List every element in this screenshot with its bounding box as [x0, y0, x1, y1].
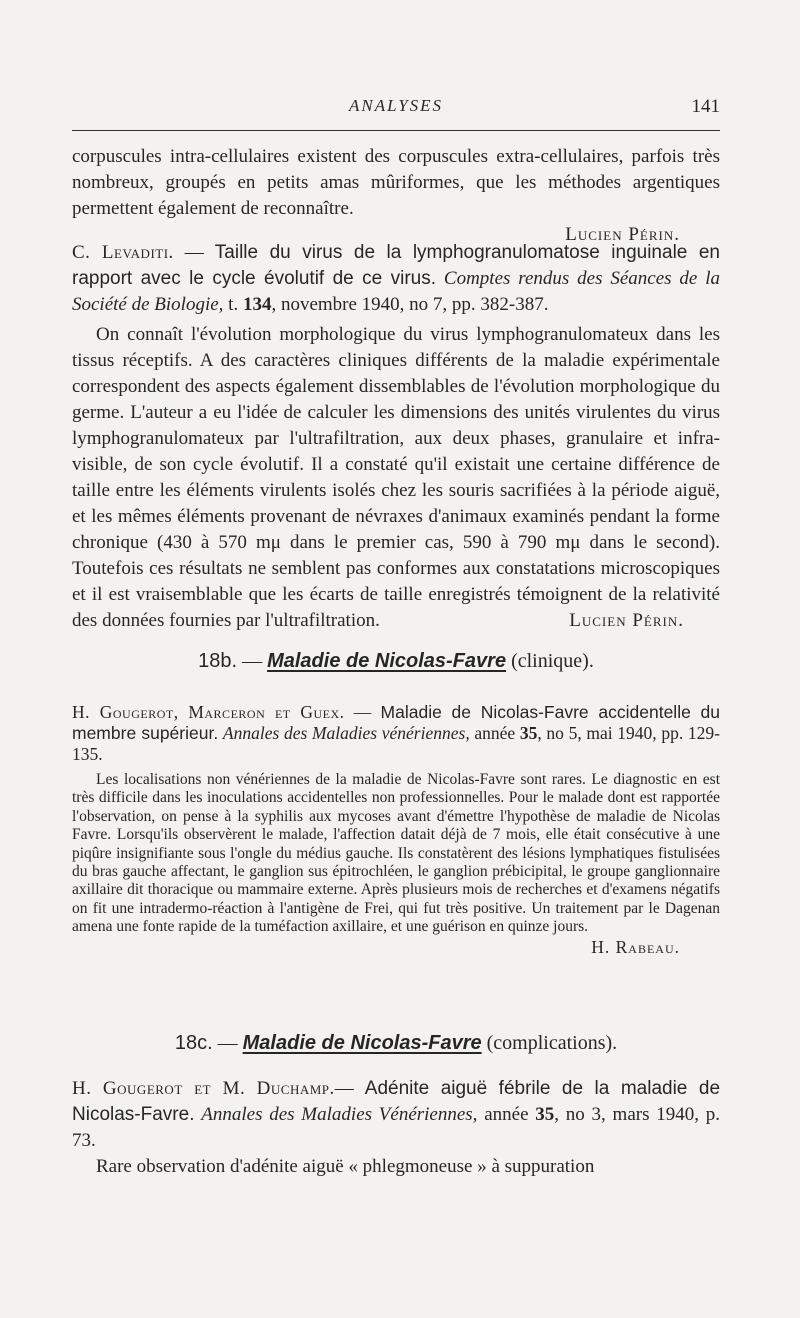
- signature: Lucien Périn.: [569, 610, 684, 631]
- entry-volume: 35: [535, 1104, 555, 1125]
- abstract-entry-gougerot-duchamp: [72, 1076, 720, 1180]
- entry-source: Annales des Maladies Vénériennes,: [201, 1104, 478, 1125]
- entry-title: Taille du virus de la lymphogranulomatose inguinale en rapport avec le cycle évolutif de ce virus.: [72, 242, 721, 289]
- entry-dash: —: [334, 1078, 365, 1099]
- entry-ref-prefix: année: [469, 723, 520, 743]
- abstract-entry-gougerot-marceron: [72, 702, 720, 958]
- entry-abstract-text: On connaît l'évolution morphologique du virus lymphogranulomateux dans les tissus réceptifs. A des caractères cliniques différents de la maladie expérimentale correspondent des aspects également dissemblables de l'évolution morphologique du germe. L'auteur a eu l'idée de calculer les dimensions des unités virulentes du virus lymphogranulomateux par l'ultrafiltration, aux deux phases, granulaire et infra-visible, de son cycle évolutif. Il a constaté qu'il existait une certaine différence de taille entre les éléments virulents isolés chez les souris sacrifiées à la période aiguë, et les mêmes éléments provenant de névraxes d'animaux examinés pendant la forme chronique (430 à 570 mμ dans le premier cas, 590 à 790 mμ dans le second). Toutefois ces résultats ne semblent pas conformes aux constatations microscopiques et il est vraisemblable que les écarts de taille enregistrés témoignent de la relativité des données fournies par l'ultrafiltration.: [72, 324, 720, 631]
- entry-header: [72, 1076, 720, 1154]
- continuation-block: [72, 144, 720, 248]
- page-header: [72, 96, 720, 122]
- signature: Lucien Périn.: [565, 224, 680, 245]
- section-number: 18b.: [198, 650, 238, 672]
- entry-abstract: [72, 322, 720, 634]
- entry-authors: H. Gougerot et M. Duchamp.: [72, 1078, 335, 1099]
- section-heading-18b: [72, 650, 720, 673]
- entry-abstract: Rare observation d'adénite aiguë « phlegmoneuse » à suppuration: [96, 1156, 595, 1177]
- entry-source: Annales des Maladies vénériennes,: [222, 723, 470, 743]
- entry-title: Maladie de Nicolas-Favre accidentelle du membre supérieur.: [72, 702, 721, 743]
- section-heading-18c: [72, 1032, 720, 1055]
- page-number: 141: [691, 96, 720, 117]
- section-name: Maladie de Nicolas-Favre: [267, 650, 507, 672]
- entry-authors: H. Gougerot, Marceron et Guex.: [72, 702, 345, 722]
- abstract-entry-levaditi: [72, 240, 720, 634]
- entry-ref-suffix: , no 3, mars 1940, p. 73.: [72, 1104, 720, 1151]
- entry-ref-suffix: , no 5, mai 1940, pp. 129-135.: [72, 723, 720, 764]
- entry-authors: C. Levaditi.: [72, 242, 174, 263]
- section-dash: —: [212, 1032, 243, 1054]
- entry-header: [72, 702, 720, 765]
- entry-source: Comptes rendus des Séances de la Société de Biologie,: [72, 268, 720, 315]
- section-number: 18c.: [174, 1032, 213, 1054]
- running-title: ANALYSES: [348, 96, 444, 115]
- entry-volume: 35: [519, 723, 538, 743]
- entry-dash: —: [173, 242, 215, 263]
- section-name: Maladie de Nicolas-Favre: [242, 1032, 482, 1054]
- entry-ref-prefix: année: [477, 1104, 536, 1125]
- entry-dash: —: [344, 702, 381, 722]
- signature: H. Rabeau.: [591, 936, 680, 957]
- header-rule: [72, 130, 720, 131]
- entry-volume: 134: [242, 294, 272, 315]
- entry-abstract: Les localisations non vénériennes de la maladie de Nicolas-Favre sont rares. Le diagnostic en est très difficile dans les inoculations accidentelles non professionnelles. Pour le malade dont est rapportée l'observation, on pense à la syphilis aux mycoses avant d'émettre l'hypothèse de maladie de Nicolas Favre. Lorsqu'ils observèrent le malade, l'affection datait déjà de 7 mois, elle était consécutive à une piqûre insignifiante sous l'ongle du médius gauche. Ils constatèrent des lésions lymphatiques fistulisées du bras gauche affectant, le ganglion sus épitrochléen, le ganglion prébicipital, le groupe ganglionnaire axillaire dit thoracique ou mammaire externe. Après plusieurs mois de recherches et d'examens négatifs on fit une intradermo-réaction à l'antigène de Frei, qui fut très positive. Un traitement par le Dagenan amena une fonte rapide de la tuméfaction axillaire, et une guérison en quinze jours.: [72, 771, 720, 936]
- entry-title: Adénite aiguë fébrile de la maladie de Nicolas-Favre.: [72, 1078, 721, 1125]
- entry-ref-prefix: t.: [223, 294, 243, 315]
- section-suffix: (clinique).: [506, 650, 594, 672]
- entry-ref-suffix: , novembre 1940, no 7, pp. 382-387.: [271, 294, 549, 315]
- section-dash: —: [237, 650, 268, 672]
- entry-header: [72, 240, 720, 318]
- section-suffix: (complications).: [481, 1032, 618, 1054]
- continuation-paragraph: corpuscules intra-cellulaires existent des corpuscules extra-cellulaires, parfois très nombreux, groupés en petits amas mûriformes, que les méthodes argentiques permettent également de reconnaître.: [72, 146, 720, 219]
